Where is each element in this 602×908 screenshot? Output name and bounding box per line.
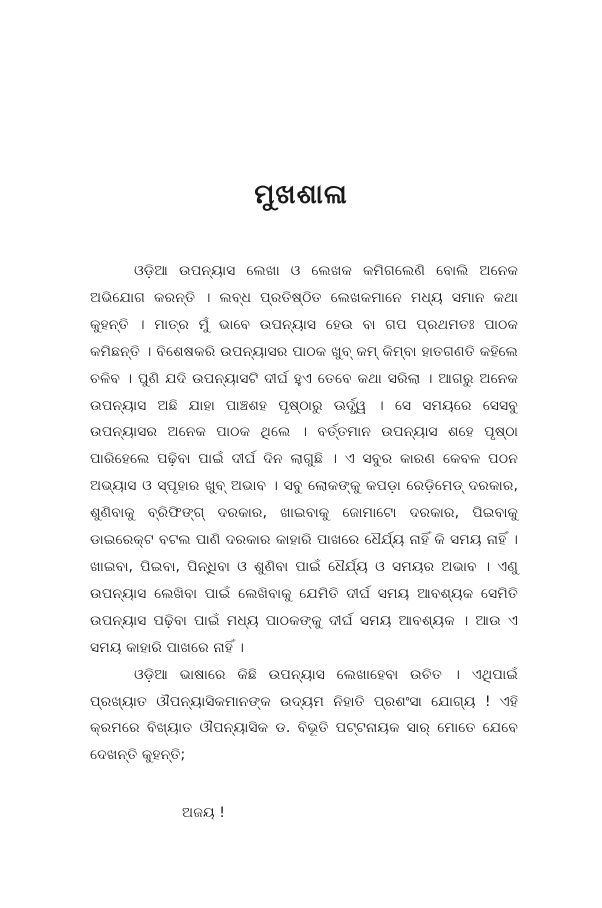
paragraph-2: ଓଡ଼ିଆ ଭାଷାରେ କିଛି ଉପନ୍ୟାସ ଲେଖାହେବା ଉଚିତ । ଏଥିପାଇଁ ପ୍ରଖ୍ୟାତ ଔପନ୍ୟାସିକମାନଙ୍କ ଉଦ୍ୟମ ନିହାତି ପ୍ରଶଂସା ଯୋଗ୍ୟ ! ଏହି କ୍ରମରେ ବିଖ୍ୟାତ ଔପନ୍ୟାସିକ ଡ. ବିଭୂତି ପଟ୍ଟନାୟକ ସାର୍ ମୋତେ ଯେବେ ଦେଖନ୍ତି କୁହନ୍ତି; bbox=[90, 666, 518, 764]
closing-line: ଅଜୟ ! bbox=[182, 805, 225, 821]
paragraph-1: ଓଡ଼ିଆ ଉପନ୍ୟାସ ଲେଖା ଓ ଲେଖକ କମିଗଲେଣି ବୋଲି ଅନେକ ଅଭିଯୋଗ କରନ୍ତି । ଲବ୍ଧ ପ୍ରତିଷ୍ଠିତ ଲେଖକମାନେ ମଧ୍ୟ ସମାନ କଥା କୁହନ୍ତି । ମାତ୍ର ମୁଁ ଭାବେ ଉପନ୍ୟାସ ହେଉ ବା ଗପ ପ୍ରଥମତଃ ପାଠକ କମିଛନ୍ତି । ବିଶେଷକରି ଉପନ୍ୟାସର ପାଠକ ଖୁବ୍ କମ୍ କିମ୍ବା ହାତଗଣତି କହିଲେ ଚଳିବ । ପୁଣି ଯଦି ଉପନ୍ୟାସଟି ଦୀର୍ଘ ହୁଏ ତେବେ କଥା ସରିଲା । ଆଗରୁ ଅନେକ ଉପନ୍ୟାସ ଅଛି ଯାହା ପାଞ୍ଚଶହ ପୃଷ୍ଠାରୁ ଊର୍ଦ୍ଧ୍ୱ । ସେ ସମୟରେ ସେସବୁ ଉପନ୍ୟାସର ଅନେକ ପାଠକ ଥିଲେ । ବର୍ତ୍ତମାନ ଉପନ୍ୟାସ ଶହେ ପୃଷ୍ଠା ପାରିହେଲେ ପଢ଼ିବା ପାଇଁ ଦୀର୍ଘ ଦିନ ଲାଗୁଛି । ଏ ସବୁର କାରଣ କେବଳ ପଠନ ଅଭ୍ୟାସ ଓ ସ୍ପୃହାର ଖୁବ୍ ଅଭାବ । ସବୁ ଲୋକଙ୍କୁ କପଡ଼ା ରେଡ଼ିମେଡ୍ ଦରକାର, ଶୁଣିବାକୁ ବ୍ରିଫିଙ୍ଗ୍ ଦରକାର, ଖାଇବାକୁ ଜୋମାଟୋ ଦରକାର, ପିଇବାକୁ ଡାଇରେକ୍ଟ ବଟଲ ପାଣି ଦରକାର କାହାରି ପାଖରେ ଧୈର୍ଯ୍ୟ ନାହିଁ କି ସମୟ ନାହିଁ । ଖାଇବା, ପିଇବା, ପିନ୍ଧିବା ଓ ଶୁଣିବା ପାଇଁ ଧୈର୍ଯ୍ୟ ଓ ସମୟର ଅଭାବ । ଏଣୁ ଉପନ୍ୟାସ ଲେଖିବା ପାଇଁ ଲେଖିବାକୁ ଯେମିତି ଦୀର୍ଘ ସମୟ ଆବଶ୍ୟକ ସେମିତି ଉପନ୍ୟାସ ପଢ଼ିବା ପାଇଁ ମଧ୍ୟ ପାଠକଙ୍କୁ ଦୀର୍ଘ ସମୟ ଆବଶ୍ୟକ । ଆଉ ଏ ସମୟ କାହାରି ପାଖରେ ନାହିଁ । bbox=[90, 263, 518, 656]
body-text bbox=[90, 258, 518, 769]
page-title: ମୁଖଶାଳା bbox=[254, 179, 348, 210]
